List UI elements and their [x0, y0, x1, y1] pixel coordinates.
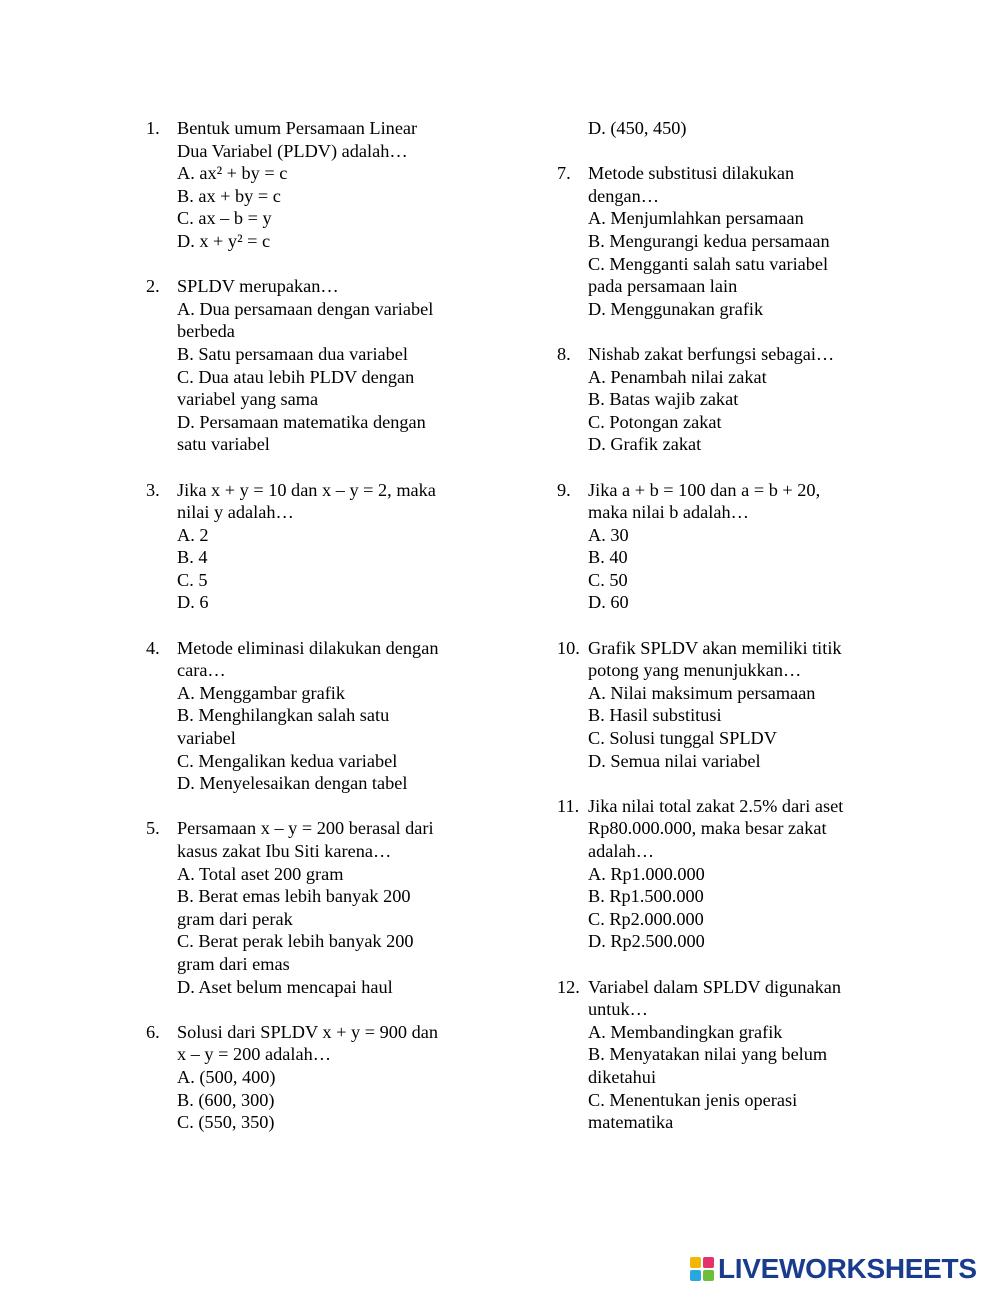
answer-option: D. x + y² = c	[177, 230, 271, 251]
question-number: 2.	[146, 276, 160, 297]
question-text: Dua Variabel (PLDV) adalah…	[177, 140, 408, 161]
question-text: satu variabel	[177, 434, 270, 455]
answer-option: C. Potongan zakat	[588, 411, 722, 432]
question-text: untuk…	[588, 999, 648, 1020]
logo-square-blue	[690, 1270, 701, 1281]
answer-option: C. Mengalikan kedua variabel	[177, 750, 398, 771]
answer-option: B. Batas wajib zakat	[588, 389, 739, 410]
answer-option: B. 40	[588, 547, 628, 568]
answer-option: D. (450, 450)	[588, 118, 687, 138]
answer-option: A. Penambah nilai zakat	[588, 366, 767, 387]
question-text: x – y = 200 adalah…	[177, 1044, 331, 1065]
answer-option: C. (550, 350)	[177, 1112, 275, 1133]
logo-text: LIVEWORKSHEETS	[718, 1253, 977, 1284]
question-text: variabel yang sama	[177, 389, 319, 410]
question-6	[146, 1021, 506, 1134]
question-text: variabel	[177, 728, 236, 749]
question-number: 6.	[146, 1021, 160, 1042]
question-text: pada persamaan lain	[588, 276, 738, 297]
answer-option: B. Berat emas lebih banyak 200	[177, 886, 411, 907]
answer-option: A. Menggambar grafik	[177, 682, 346, 703]
answer-option: C. Menentukan jenis operasi	[588, 1089, 798, 1110]
answer-option: A. Nilai maksimum persamaan	[588, 682, 816, 703]
logo-square-pink	[703, 1257, 714, 1268]
logo-mark-icon	[690, 1257, 714, 1281]
question-text: Variabel dalam SPLDV digunakan	[588, 976, 842, 997]
question-text: cara…	[177, 660, 226, 681]
answer-option: B. ax + by = c	[177, 185, 281, 206]
answer-option: B. Rp1.500.000	[588, 886, 704, 907]
answer-option: C. Dua atau lebih PLDV dengan	[177, 366, 415, 387]
logo-square-yellow	[690, 1257, 701, 1268]
answer-option: B. 4	[177, 547, 208, 568]
answer-option: C. Rp2.000.000	[588, 908, 704, 929]
answer-option: A. 2	[177, 524, 209, 545]
question-text: gram dari emas	[177, 953, 290, 974]
answer-option: D. Menyelesaikan dengan tabel	[177, 773, 408, 794]
question-7	[557, 162, 917, 320]
answer-option: C. 50	[588, 569, 628, 590]
question-number: 7.	[557, 163, 571, 184]
logo-square-green	[703, 1270, 714, 1281]
answer-option: A. Membandingkan grafik	[588, 1021, 783, 1042]
question-5	[146, 817, 506, 998]
liveworksheets-logo	[690, 1252, 977, 1286]
answer-option: D. Persamaan matematika dengan	[177, 411, 426, 432]
answer-option: B. Menghilangkan salah satu	[177, 705, 390, 726]
answer-option: C. Mengganti salah satu variabel	[588, 253, 829, 274]
answer-option: D. Rp2.500.000	[588, 931, 705, 952]
question-6-continuation	[557, 117, 917, 140]
question-number: 1.	[146, 118, 160, 138]
question-text: Solusi dari SPLDV x + y = 900 dan	[177, 1021, 438, 1042]
answer-option: C. Berat perak lebih banyak 200	[177, 931, 414, 952]
question-10	[557, 637, 917, 773]
question-number: 9.	[557, 479, 571, 500]
answer-option: D. Grafik zakat	[588, 434, 702, 455]
question-text: SPLDV merupakan…	[177, 276, 339, 297]
answer-option: A. Total aset 200 gram	[177, 863, 344, 884]
question-text: adalah…	[588, 841, 654, 861]
question-number: 5.	[146, 818, 160, 839]
question-8	[557, 343, 917, 456]
question-12	[557, 976, 917, 1134]
answer-option: B. Mengurangi kedua persamaan	[588, 230, 830, 251]
question-number: 11.	[557, 795, 580, 816]
answer-option: C. ax – b = y	[177, 208, 272, 229]
answer-option: D. 6	[177, 592, 209, 613]
answer-option: B. (600, 300)	[177, 1089, 275, 1110]
answer-option: A. ax² + by = c	[177, 163, 288, 184]
question-number: 3.	[146, 479, 160, 500]
right-column	[557, 117, 917, 1156]
question-text: Jika nilai total zakat 2.5% dari aset	[588, 795, 844, 816]
question-text: diketahui	[588, 1066, 657, 1087]
question-text: Metode eliminasi dilakukan dengan	[177, 637, 439, 658]
question-text: Persamaan x – y = 200 berasal dari	[177, 818, 434, 839]
question-text: potong yang menunjukkan…	[588, 660, 802, 681]
answer-option: A. Dua persamaan dengan variabel	[177, 298, 434, 319]
question-4	[146, 637, 506, 795]
answer-option: B. Hasil substitusi	[588, 705, 722, 726]
question-1	[146, 117, 506, 253]
question-text: Rp80.000.000, maka besar zakat	[588, 818, 827, 839]
question-text: Metode substitusi dilakukan	[588, 163, 795, 184]
question-text: nilai y adalah…	[177, 502, 294, 523]
answer-option: C. Solusi tunggal SPLDV	[588, 728, 777, 749]
question-3	[146, 479, 506, 615]
question-text: Bentuk umum Persamaan Linear	[177, 118, 418, 138]
question-number: 10.	[557, 637, 580, 658]
answer-option: D. Menggunakan grafik	[588, 298, 764, 319]
question-text: dengan…	[588, 185, 660, 206]
question-11	[557, 795, 917, 953]
question-text: Grafik SPLDV akan memiliki titik	[588, 637, 842, 658]
answer-option: D. 60	[588, 592, 629, 613]
left-column	[146, 117, 506, 1156]
question-text: gram dari perak	[177, 908, 293, 929]
answer-option: B. Satu persamaan dua variabel	[177, 343, 408, 364]
answer-option: A. Menjumlahkan persamaan	[588, 208, 804, 229]
answer-option: D. Semua nilai variabel	[588, 750, 761, 771]
question-text: matematika	[588, 1112, 674, 1133]
answer-option: B. Menyatakan nilai yang belum	[588, 1044, 828, 1065]
answer-option: A. (500, 400)	[177, 1066, 276, 1087]
question-text: berbeda	[177, 321, 235, 342]
question-2	[146, 275, 506, 456]
answer-option: C. 5	[177, 569, 208, 590]
question-text: maka nilai b adalah…	[588, 502, 749, 523]
answer-option: A. Rp1.000.000	[588, 863, 705, 884]
question-number: 4.	[146, 637, 160, 658]
question-number: 8.	[557, 343, 571, 364]
question-9	[557, 479, 917, 615]
question-text: Nishab zakat berfungsi sebagai…	[588, 343, 835, 364]
question-text: Jika x + y = 10 dan x – y = 2, maka	[177, 479, 436, 500]
answer-option: A. 30	[588, 524, 629, 545]
question-text: kasus zakat Ibu Siti karena…	[177, 841, 392, 861]
question-number: 12.	[557, 976, 580, 997]
answer-option: D. Aset belum mencapai haul	[177, 976, 393, 997]
question-text: Jika a + b = 100 dan a = b + 20,	[588, 479, 821, 500]
